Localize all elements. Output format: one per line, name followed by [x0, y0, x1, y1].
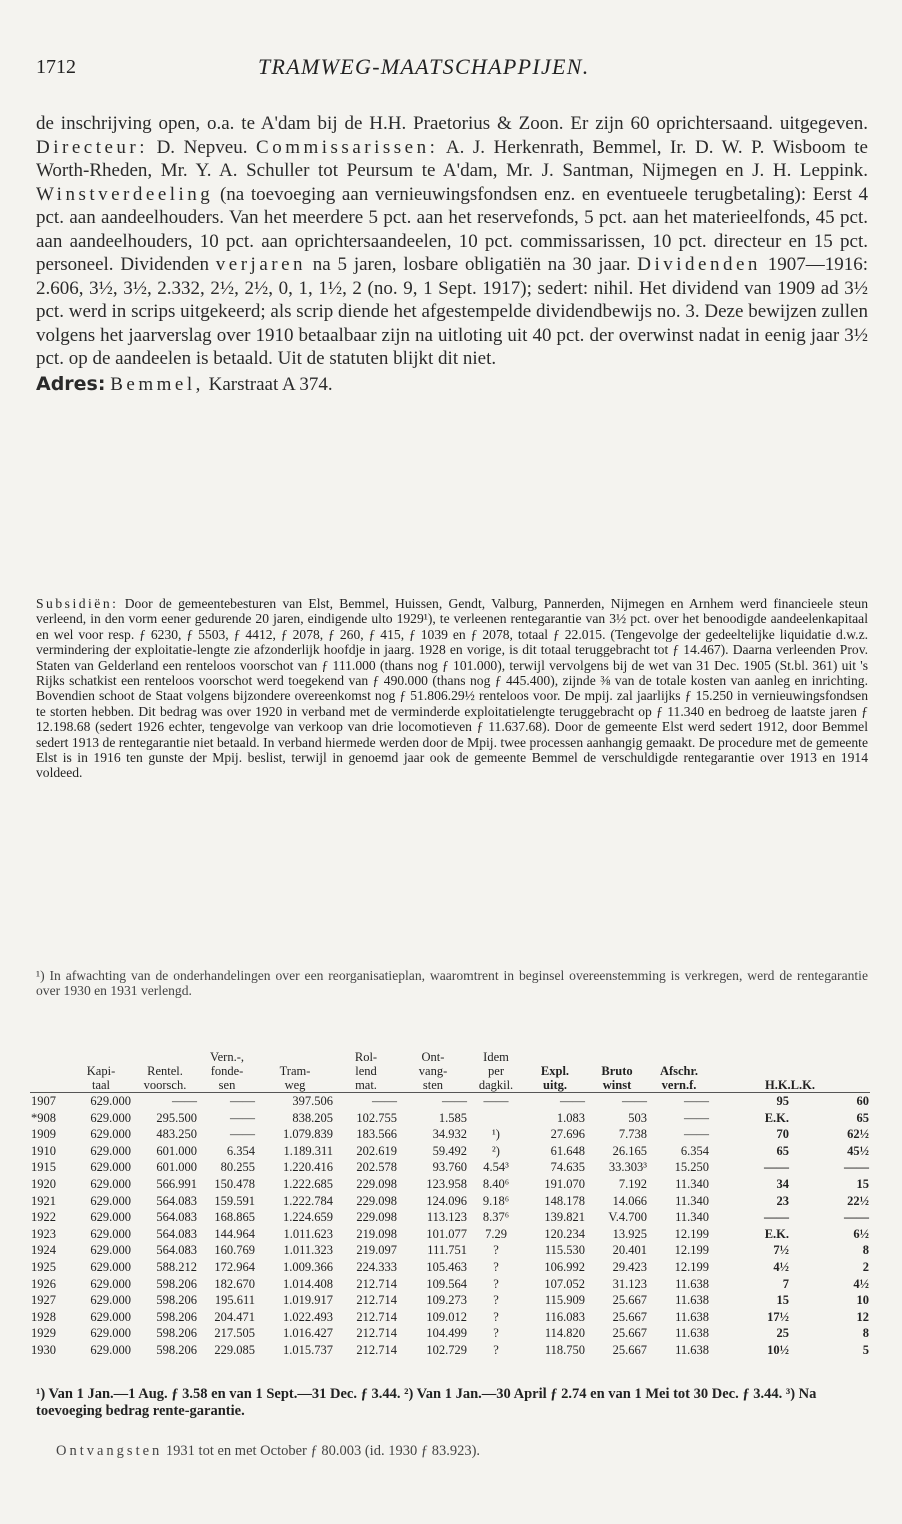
table-cell: 7: [782, 1276, 789, 1291]
page-header: [36, 50, 866, 82]
table-cell: 629.000: [90, 1309, 131, 1324]
table-cell: 13.925: [612, 1226, 647, 1241]
table-cell: 219.098: [356, 1226, 397, 1241]
subsidien-text: Door de gemeentebesturen van Elst, Bemmel, Huissen, Gendt, Valburg, Pannerden, Nijmegen en Arnhem werd financieele steun verleend, in den vorm eener gedurende 20 jaren, eindigende ulto 1929¹), te verleenen rentegarantie van 3½ pct. over het benoodigde aandeelenkapitaal en wel voor resp. ƒ 6230, ƒ 5503, ƒ 4412, ƒ 2078, ƒ 260, ƒ 415, ƒ 1039 en ƒ 2078, totaal ƒ 22.015. (Tengevolge der gedeeltelijke liquidatie d.w.z. vermindering der exploitatie-lengte zie afzonderlijk hoofdje in jaarg. 1928 en vorige, is dit totaal teruggebracht tot ƒ 14.467). Daarna verleenden Prov. Staten van Gelderland een renteloos voorschot van ƒ 111.000 (thans nog ƒ 101.000), terwijl vervolgens bij de wet van 31 Dec. 1905 (St.bl. 361) uit 's Rijks schatkist een renteloos voorschot werd toegekend van ƒ 490.000 (thans nog ƒ 445.400), zijnde ⅜ van de totale kosten van aanleg en inrichting. Bovendien schoot de Staat volgens bijzondere overeenkomst nog ƒ 51.806.29½ renteloos voor. De mpij. zal jaarlijks ƒ 15.250 in vernieuwingsfondsen te storten hebben. Dit bedrag was over 1920 in verband met de verminderde exploitatielengte teruggebracht op ƒ 11.340 en bedroeg de laatste jaren ƒ 12.198.68 (sedert 1926 echter, tengevolge van verkoop van drie locomotieven ƒ 11.637.68). Door de gemeente Elst werd sedert 1912, door Bemmel sedert 1913 de rentegarantie niet betaald. In verband hiermede werden door de Mpij. twee processen aanhangig gemaakt. De procedure met de gemeente Elst is in 1916 ten gunste der Mpij. beslist, terwijl in genoemd jaar ook de gemeente Bemmel de verschuldigde rentegarantie over 1913 en 1914 voldeed.: [36, 596, 868, 781]
col-vern: Vern.-, fonde- sen: [209, 1050, 244, 1092]
table-cell: 229.085: [214, 1342, 255, 1357]
table-cell: 12.199: [674, 1243, 709, 1258]
table-cell: ——: [684, 1110, 709, 1125]
table-cell: 629.000: [90, 1210, 131, 1225]
table-cell: ——: [230, 1127, 255, 1142]
table-header-row: [30, 1050, 870, 1093]
table-row: [30, 1325, 870, 1342]
table-cell: 7.29: [485, 1226, 507, 1241]
footnote-1: ¹) In afwachting van de onderhandelingen over een reorganisatieplan, waaromtrent in beginsel overeenstemming is verkregen, werd de rentegarantie over 1930 en 1931 verlengd.: [36, 968, 868, 999]
table-row: [30, 1126, 870, 1143]
table-cell: 1.224.659: [283, 1210, 333, 1225]
table-cell: 11.638: [675, 1276, 709, 1291]
table-cell: 1.220.416: [283, 1160, 333, 1175]
table-cell: 159.591: [214, 1193, 255, 1208]
table-cell: 118.750: [544, 1342, 585, 1357]
col-rollend: Rol- lend mat.: [354, 1050, 378, 1092]
col-afschr: Afschr. vern.f.: [659, 1064, 699, 1092]
table-cell: 566.991: [156, 1176, 197, 1191]
row-year: 1924: [31, 1243, 56, 1258]
table-row: [30, 1292, 870, 1309]
table-cell: 115.909: [544, 1293, 585, 1308]
table-cell: 11.340: [675, 1193, 709, 1208]
table-row: [30, 1110, 870, 1127]
row-year: 1921: [31, 1193, 56, 1208]
table-cell: 1.222.784: [283, 1193, 333, 1208]
table-cell: 101.077: [426, 1226, 467, 1241]
table-cell: 23: [776, 1193, 789, 1208]
table-cell: 212.714: [356, 1342, 397, 1357]
table-cell: 1.585: [438, 1110, 467, 1125]
table-cell: 212.714: [356, 1326, 397, 1341]
table-row: [30, 1309, 870, 1326]
table-cell: ——: [844, 1210, 869, 1225]
table-row: [30, 1193, 870, 1210]
table-row: [30, 1093, 870, 1110]
table-cell: 25.667: [612, 1326, 647, 1341]
table-cell: 120.234: [544, 1226, 585, 1241]
body-text: de inschrijving open, o.a. te A'dam bij de H.H. Praetorius & Zoon. Er zijn 60 oprichtersaand. uitgegeven.: [36, 113, 868, 134]
table-cell: ²): [492, 1143, 500, 1158]
table-cell: 601.000: [156, 1143, 197, 1158]
table-cell: 25.667: [612, 1342, 647, 1357]
table-cell: ?: [493, 1342, 499, 1357]
body-text: A. J. Herkenrath, Bemmel, Ir. D. W. P. Wisboom te Worth-Rheden, Mr. Y. A. Schuller tot Peursum te A'dam, Mr. J. Santman, Nijmegen en J. H. Leppink.: [36, 136, 868, 181]
table-cell: 4½: [773, 1259, 789, 1274]
verjaren-label: verjaren: [215, 254, 307, 275]
table-cell: 564.083: [156, 1226, 197, 1241]
table-cell: 61.648: [550, 1143, 585, 1158]
row-year: 1909: [31, 1127, 56, 1142]
table-cell: 25: [776, 1326, 789, 1341]
table-cell: 65: [776, 1143, 789, 1158]
table-cell: ?: [493, 1326, 499, 1341]
row-year: 1907: [31, 1094, 56, 1108]
table-cell: ——: [483, 1094, 509, 1108]
directeur-label: Directeur:: [36, 136, 149, 158]
table-cell: 124.096: [426, 1193, 467, 1208]
table-cell: 15.250: [674, 1160, 709, 1175]
table-cell: 629.000: [90, 1143, 131, 1158]
table-cell: 483.250: [156, 1127, 197, 1142]
table-cell: ——: [372, 1094, 397, 1108]
table-cell: 217.505: [214, 1326, 255, 1341]
body-text: na 5 jaren, losbare obligatiën na 30 jaar.: [306, 254, 638, 275]
col-ontvangsten: Ont- vang- sten: [418, 1050, 448, 1092]
table-cell: 838.205: [292, 1110, 333, 1125]
table-notes: ¹) Van 1 Jan.—1 Aug. ƒ 3.58 en van 1 Sept.—31 Dec. ƒ 3.44. ²) Van 1 Jan.—30 April ƒ 2.74 en van 1 Mei tot 30 Dec. ƒ 3.44. ³) Na toevoeging bedrag rente-garantie.: [36, 1386, 817, 1419]
ontvangsten-label: Ontvangsten: [56, 1443, 163, 1459]
table-cell: 195.611: [214, 1293, 255, 1308]
statistics-table: [30, 1050, 870, 1359]
table-cell: 629.000: [90, 1243, 131, 1258]
table-cell: 22½: [847, 1193, 869, 1208]
row-year: 1929: [31, 1326, 56, 1341]
table-cell: 34: [776, 1176, 789, 1191]
table-cell: ?: [493, 1259, 499, 1274]
table-cell: 202.619: [356, 1143, 397, 1158]
table-cell: 202.578: [356, 1160, 397, 1175]
table-cell: 105.463: [426, 1259, 467, 1274]
table-cell: E.K.: [764, 1226, 789, 1241]
table-cell: 1.083: [556, 1110, 585, 1125]
table-cell: 1.015.737: [283, 1342, 333, 1357]
row-year: 1927: [31, 1293, 56, 1308]
table-cell: ——: [172, 1094, 197, 1108]
table-cell: 15: [856, 1176, 869, 1191]
table-cell: 172.964: [214, 1259, 255, 1274]
table-cell: 6.354: [226, 1143, 255, 1158]
table-cell: 14.066: [612, 1193, 647, 1208]
table-cell: 20.401: [612, 1243, 647, 1258]
table-cell: 629.000: [90, 1176, 131, 1191]
table-cell: 34.932: [432, 1127, 467, 1142]
col-hklk: H.K.L.K.: [764, 1078, 815, 1092]
table-cell: 6.354: [680, 1143, 709, 1158]
table-cell: 1.019.917: [283, 1293, 333, 1308]
table-cell: 8.40⁶: [482, 1176, 510, 1191]
row-year: 1926: [31, 1276, 56, 1291]
col-expl: Expl. uitg.: [540, 1064, 570, 1092]
table-cell: 45½: [847, 1143, 869, 1158]
table-cell: 26.165: [612, 1143, 647, 1158]
table-cell: 4.54³: [483, 1160, 509, 1175]
table-cell: 113.123: [426, 1210, 467, 1225]
body-text: 1907—1916: 2.606, 3½, 3½, 2.332, 2½, 2½, 0, 1, 1½, 2 (no. 9, 1 Sept. 1917); sedert: nihil. Het dividend van 1909 ad 3½ pct. werd in scrips uitgekeerd; als scrip diende het afgestempelde dividendbewijs no. 3. Deze bewijzen zullen volgens het jaarverslag over 1910 betaalbaar zijn na uitloting uit 40 pct. der overwinst nadat in eenig jaar 3½ pct. op de aandeelen is betaald. Uit de statuten blijkt dit niet.: [36, 254, 868, 369]
table-row: [30, 1342, 870, 1359]
col-kapitaal: Kapi- taal: [86, 1064, 116, 1092]
table-cell: 65: [856, 1110, 869, 1125]
table-cell: 219.097: [356, 1243, 397, 1258]
table-cell: 8: [862, 1243, 869, 1258]
table-row: [30, 1159, 870, 1176]
col-rentel: Rentel. voorsch.: [143, 1064, 187, 1092]
table-cell: 74.635: [550, 1160, 585, 1175]
table-cell: 11.638: [675, 1309, 709, 1324]
row-year: 1915: [31, 1160, 56, 1175]
table-cell: 5: [862, 1342, 869, 1357]
table-row: [30, 1259, 870, 1276]
row-year: 1910: [31, 1143, 56, 1158]
table-cell: 11.340: [675, 1176, 709, 1191]
table-cell: 629.000: [90, 1259, 131, 1274]
table-cell: ——: [560, 1094, 585, 1108]
winstverdeeling-label: Winstverdeeling: [36, 183, 214, 205]
table-cell: 9.18⁶: [482, 1193, 510, 1208]
table-cell: 6½: [853, 1226, 869, 1241]
table-cell: 598.206: [156, 1309, 197, 1324]
body-text: (na toevoeging aan vernieuwingsfondsen enz. en eventueele terugbetaling): Eerst 4 pct. aan aandeelhouders. Van het meerdere 5 pct. aan het reservefonds, 5 pct. aan het materieelfonds, 45 pct. aan aandeelhouders, 10 pct. aan oprichtersaandeelen, 10 pct. commissarissen, 10 pct. directeur en 15 pct. personeel. Dividenden: [36, 183, 868, 275]
table-cell: 109.012: [426, 1309, 467, 1324]
table-cell: 111.751: [427, 1243, 467, 1258]
table-cell: 11.340: [675, 1210, 709, 1225]
table-cell: ?: [493, 1276, 499, 1291]
commissarissen-label: Commissarissen:: [256, 136, 439, 158]
table-cell: 115.530: [544, 1243, 585, 1258]
table-cell: 564.083: [156, 1210, 197, 1225]
table-cell: 503: [628, 1110, 647, 1125]
table-cell: 102.755: [356, 1110, 397, 1125]
table-cell: 109.564: [426, 1276, 467, 1291]
table-cell: 12.199: [674, 1259, 709, 1274]
table-cell: 397.506: [292, 1094, 333, 1108]
ontvangsten-text: 1931 tot en met October ƒ 80.003 (id. 1930 ƒ 83.923).: [162, 1443, 481, 1459]
table-cell: 191.070: [544, 1176, 585, 1191]
table-cell: 295.500: [156, 1110, 197, 1125]
adres-street: Karstraat A 374.: [203, 373, 333, 395]
table-cell: 1.009.366: [283, 1259, 333, 1274]
table-row: [30, 1143, 870, 1160]
table-cell: 1.022.493: [283, 1309, 333, 1324]
table-cell: ——: [764, 1210, 789, 1225]
table-cell: 629.000: [90, 1127, 131, 1142]
table-cell: ——: [844, 1160, 869, 1175]
table-row: [30, 1209, 870, 1226]
table-cell: 144.964: [214, 1226, 255, 1241]
table-cell: ——: [684, 1127, 709, 1142]
table-cell: 123.958: [426, 1176, 467, 1191]
table-cell: 139.821: [544, 1210, 585, 1225]
table-cell: 229.098: [356, 1193, 397, 1208]
table-cell: 629.000: [90, 1193, 131, 1208]
table-cell: 107.052: [544, 1276, 585, 1291]
table-cell: 29.423: [612, 1259, 647, 1274]
table-cell: 62½: [847, 1127, 869, 1142]
row-year: 1920: [31, 1176, 56, 1191]
table-cell: 109.273: [426, 1293, 467, 1308]
table-cell: 104.499: [426, 1326, 467, 1341]
table-cell: 7.738: [618, 1127, 647, 1142]
table-cell: E.K.: [764, 1110, 789, 1125]
row-year: 1925: [31, 1259, 56, 1274]
table-cell: 12: [856, 1309, 869, 1324]
table-cell: ?: [493, 1309, 499, 1324]
address-line: [36, 373, 868, 397]
table-cell: ——: [230, 1110, 255, 1125]
table-cell: ¹): [492, 1127, 500, 1142]
col-year: [30, 1050, 70, 1093]
adres-place: Bemmel,: [110, 373, 204, 395]
table-cell: 114.820: [544, 1326, 585, 1341]
table-cell: 12.199: [674, 1226, 709, 1241]
table-cell: 629.000: [90, 1276, 131, 1291]
table-cell: 11.638: [675, 1326, 709, 1341]
col-bruto: Bruto winst: [601, 1064, 633, 1092]
table-cell: 1.016.427: [283, 1326, 333, 1341]
row-year: 1923: [31, 1226, 56, 1241]
table-cell: ——: [622, 1094, 647, 1108]
table-cell: 1.011.323: [283, 1243, 333, 1258]
running-head: TRAMWEG-MAATSCHAPPIJEN.: [258, 54, 590, 79]
table-cell: 116.083: [544, 1309, 585, 1324]
table-cell: ——: [764, 1160, 789, 1175]
table-cell: 8: [862, 1326, 869, 1341]
col-tramweg: Tram- weg: [279, 1064, 311, 1092]
table-cell: 229.098: [356, 1210, 397, 1225]
table-cell: 2: [862, 1259, 869, 1274]
table-cell: 629.000: [90, 1226, 131, 1241]
row-year: 1922: [31, 1210, 56, 1225]
subsidien-label: Subsidiën:: [36, 596, 119, 611]
table-body: [30, 1093, 870, 1359]
table-cell: V.4.700: [608, 1210, 647, 1225]
table-cell: 160.769: [214, 1243, 255, 1258]
table-cell: 224.333: [356, 1259, 397, 1274]
table-row: [30, 1176, 870, 1193]
table-cell: 212.714: [356, 1309, 397, 1324]
table-cell: 17½: [767, 1309, 789, 1324]
table-cell: 4½: [853, 1276, 869, 1291]
table-row: [30, 1276, 870, 1293]
table-cell: 10: [856, 1293, 869, 1308]
table-cell: 102.729: [426, 1342, 467, 1357]
adres-label: Adres:: [36, 372, 106, 395]
table-cell: 588.212: [156, 1259, 197, 1274]
table-cell: 150.478: [214, 1176, 255, 1191]
subsidien-paragraph: [36, 596, 868, 781]
table-cell: 7.192: [618, 1176, 647, 1191]
table-cell: 212.714: [356, 1276, 397, 1291]
table-cell: 564.083: [156, 1243, 197, 1258]
table-cell: 1.014.408: [283, 1276, 333, 1291]
page-number: 1712: [36, 56, 76, 78]
table-cell: 11.638: [675, 1342, 709, 1357]
table-cell: 629.000: [90, 1342, 131, 1357]
table-cell: 31.123: [612, 1276, 647, 1291]
table-cell: ?: [493, 1293, 499, 1308]
dividenden-label: Dividenden: [637, 254, 761, 275]
table-cell: ——: [230, 1094, 255, 1108]
table-cell: 95: [776, 1094, 789, 1108]
table-cell: 629.000: [90, 1293, 131, 1308]
table-cell: 33.303³: [608, 1160, 647, 1175]
table-cell: 204.471: [214, 1309, 255, 1324]
table-cell: 598.206: [156, 1326, 197, 1341]
table-cell: 148.178: [544, 1193, 585, 1208]
table-cell: [468, 1110, 524, 1127]
table-cell: 59.492: [432, 1143, 467, 1158]
table-cell: 629.000: [90, 1326, 131, 1341]
table-row: [30, 1226, 870, 1243]
table-cell: 212.714: [356, 1293, 397, 1308]
table-cell: 10½: [767, 1342, 789, 1357]
table-cell: ——: [684, 1094, 709, 1108]
table-cell: ?: [493, 1243, 499, 1258]
table-cell: 1.079.839: [283, 1127, 333, 1142]
table-cell: 601.000: [156, 1160, 197, 1175]
row-year: 1930: [31, 1342, 56, 1357]
row-year: 1928: [31, 1309, 56, 1324]
table-cell: 27.696: [550, 1127, 585, 1142]
table-cell: 8.37⁶: [482, 1210, 510, 1225]
table-cell: 15: [776, 1293, 789, 1308]
table-cell: 106.992: [544, 1259, 585, 1274]
table-cell: 168.865: [214, 1210, 255, 1225]
ontvangsten-line: [56, 1443, 866, 1460]
table-cell: 598.206: [156, 1293, 197, 1308]
table-cell: ——: [442, 1094, 467, 1108]
table-cell: 629.000: [90, 1094, 131, 1108]
table-cell: 70: [776, 1127, 789, 1142]
table-cell: 229.098: [356, 1176, 397, 1191]
table-cell: 7½: [773, 1243, 789, 1258]
table-row: [30, 1242, 870, 1259]
body-text: D. Nepveu.: [148, 136, 257, 158]
table-cell: 598.206: [156, 1276, 197, 1291]
table-cell: 80.255: [220, 1160, 255, 1175]
table-cell: 60: [856, 1094, 869, 1108]
table-cell: 25.667: [612, 1309, 647, 1324]
table-cell: 183.566: [356, 1127, 397, 1142]
company-description: [36, 112, 868, 396]
table-cell: 629.000: [90, 1160, 131, 1175]
table-cell: 1.011.623: [283, 1226, 333, 1241]
table-cell: 1.222.685: [283, 1176, 333, 1191]
table-cell: 598.206: [156, 1342, 197, 1357]
table-cell: 629.000: [90, 1110, 131, 1125]
table-cell: 182.670: [214, 1276, 255, 1291]
table-cell: 1.189.311: [283, 1143, 333, 1158]
row-year: *908: [31, 1110, 56, 1125]
table-cell: 93.760: [432, 1160, 467, 1175]
table-cell: 11.638: [675, 1293, 709, 1308]
col-idem: Idem per dagkil.: [478, 1050, 514, 1092]
table-cell: 25.667: [612, 1293, 647, 1308]
table-cell: 564.083: [156, 1193, 197, 1208]
